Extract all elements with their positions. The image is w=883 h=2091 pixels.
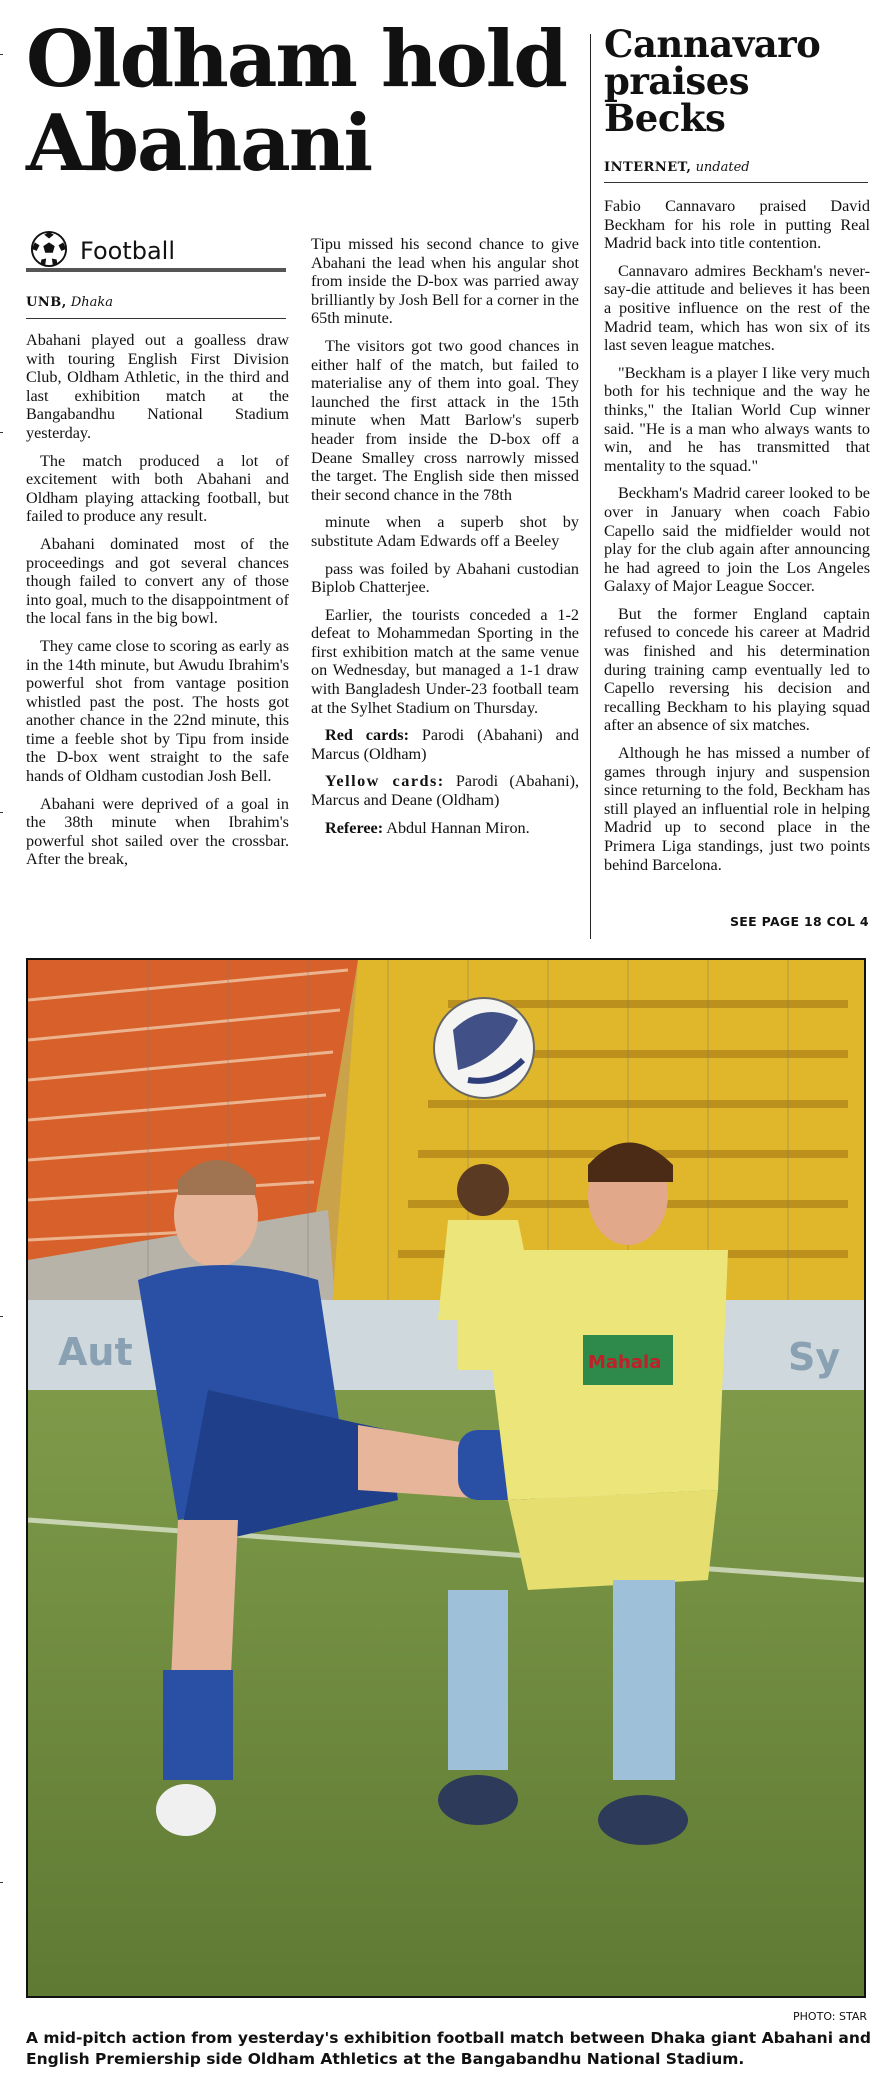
ad-board-text: Aut [58, 1330, 133, 1374]
football [434, 998, 534, 1098]
football-icon [30, 230, 68, 268]
paragraph: Beckham's Madrid career looked to be over in January when coach Fabio Capello said the midfielder would not play for the club again after announcing he had agreed to join the Los Angeles Galaxy of Major League Soccer. [604, 484, 870, 596]
yellow-cards [311, 772, 579, 809]
red-cards-label: Red cards: [325, 726, 409, 745]
yellow-cards-text: Parodi (Abahani), Marcus and Deane (Oldham) [311, 772, 580, 810]
margin-tick [0, 432, 3, 433]
column-divider [590, 34, 591, 939]
paragraph: Tipu missed his second chance to give Abahani the lead when his angular shot from inside the D-box was parried away brilliantly by Josh Bell for a corner in the 65th minute. [311, 235, 579, 328]
side-headline: Cannavaro praises Becks [604, 22, 821, 140]
margin-tick [0, 1882, 3, 1883]
paragraph: They came close to scoring as early as in the 14th minute, but Awudu Ibrahim's powerful shot from vantage position whistled past the post. The hosts got another chance in the 22nd minute, this time a feeble shot by Tipu from inside the D-box went straight to the safe hands of Oldham custodian Josh Bell. [26, 636, 289, 786]
paragraph: Cannavaro admires Beckham's never-say-die attitude and believes it has been a positive influence on the rest of the Madrid team, which has won six of its last seven league matches. [604, 261, 870, 355]
byline-rule [604, 182, 868, 183]
byline-location: Dhaka [70, 295, 114, 310]
paragraph: Abahani dominated most of the proceedings and got several chances though failed to convert any of those into goal, much to the disappointment of the local fans in the big bowl. [26, 534, 290, 628]
paragraph: Abahani were deprived of a goal in the 38th minute when Ibrahim's powerful shot sailed over the crossbar. After the break, [26, 794, 289, 869]
red-cards-text: Parodi (Abahani) and Marcus (Oldham) [311, 726, 579, 763]
yellow-cards-label: Yellow cards: [325, 772, 445, 791]
paragraph: But the former England captain refused to concede his career at Madrid was finished and his determination during training camp eventually led to Capello reversing his decision and recalling Beckham to his playing squad after an absence of six matches. [604, 604, 870, 735]
paragraph: pass was foiled by Abahani custodian Biplob Chatterjee. [311, 559, 579, 597]
margin-tick [0, 1316, 3, 1317]
margin-tick [0, 812, 3, 813]
ad-board-text-2: Sy [788, 1335, 841, 1379]
paragraph: "Beckham is a player I like very much both for his technique and the way he thinks," the Italian World Cup winner said. "He is a man who always wants to win, and he has transmitted that mentality to the squad." [604, 363, 870, 475]
byline-location: undated [695, 160, 750, 175]
paragraph: minute when a superb shot by substitute Adam Edwards off a Beeley [311, 513, 579, 550]
byline-rule [26, 318, 286, 319]
red-cards [311, 726, 579, 763]
photo-credit: PHOTO: STAR [793, 2010, 867, 2023]
main-column-1 [26, 331, 289, 878]
referee-text: Abdul Hannan Miron. [386, 818, 530, 837]
continued-jump: SEE PAGE 18 COL 4 [730, 914, 869, 929]
side-byline [604, 160, 750, 175]
match-photo [26, 958, 866, 1998]
match-photo-illustration [28, 960, 864, 1996]
section-tag [26, 228, 286, 272]
paragraph: The match produced a lot of excitement with both Abahani and Oldham playing attacking football, but failed to produce any result. [26, 451, 289, 526]
side-column [604, 197, 870, 883]
paragraph: Although he has missed a number of games through injury and suspension since returning to the fold, Beckham has still played an influential role in helping Madrid up to second place in the Primera Liga standings, just two points behind Barcelona. [604, 744, 870, 874]
main-column-2 [311, 235, 579, 846]
byline-source: UNB, [26, 295, 67, 310]
paragraph: The visitors got two good chances in either half of the match, but failed to materialise any of them into goal. They launched the first attack in the 15th minute when Matt Barlow's superb header from inside the D-box off a Deane Smalley cross narrowly missed the target. The English side then missed their second chance in the 78th [311, 336, 579, 504]
byline-source: INTERNET, [604, 160, 692, 175]
paragraph: Earlier, the tourists conceded a 1-2 defeat to Mohammedan Sporting in the first exhibition match at the same venue on Wednesday, but managed a 1-1 draw with Bangladesh Under-23 football team at the Sylhet Stadium on Thursday. [311, 605, 579, 717]
section-rule [26, 268, 286, 272]
referee [311, 819, 579, 838]
paragraph: Abahani played out a goalless draw with touring English First Division Club, Oldham Athletic, in the third and last exhibition match at the Bangabandhu National Stadium yesterday. [26, 331, 289, 442]
paragraph: Fabio Cannavaro praised David Beckham for his role in putting Real Madrid back into title contention. [604, 197, 870, 253]
shirt-sponsor: Mahala [588, 1352, 662, 1373]
photo-caption: A mid-pitch action from yesterday's exhibition football match between Dhaka giant Abahani and English Premiership side Oldham Athletics at the Bangabandhu National Stadium. [26, 2029, 871, 2068]
main-byline [26, 295, 113, 310]
main-headline: Oldham hold Abahani [26, 14, 566, 189]
margin-tick [0, 54, 3, 55]
section-label: Football [80, 237, 176, 265]
referee-label: Referee: [325, 818, 384, 837]
